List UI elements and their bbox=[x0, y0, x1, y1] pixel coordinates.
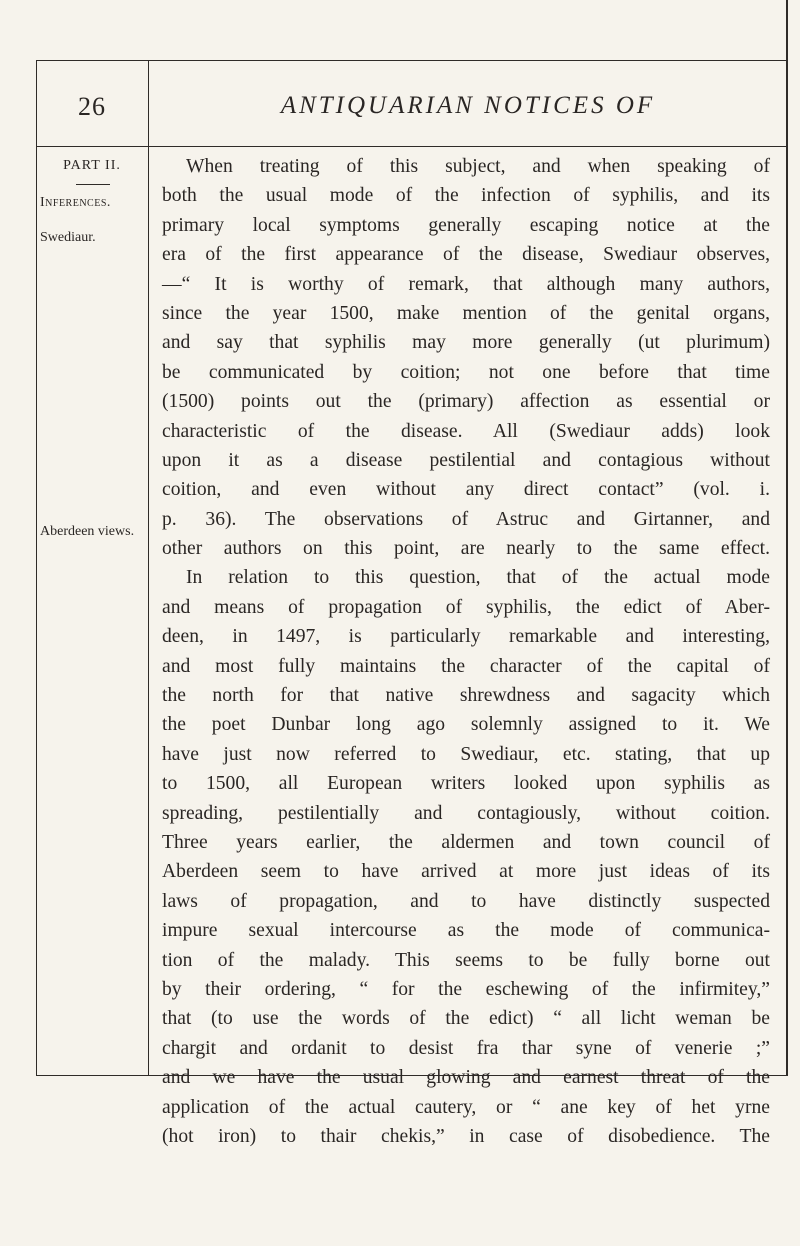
margin-column-rule bbox=[148, 60, 149, 1076]
text-line: to 1500, all European writers looked upon syphilis as bbox=[162, 773, 770, 795]
text-line: primary local symptoms generally escaping notice at the bbox=[162, 214, 770, 236]
margin-note-aberdeen: Aberdeen views. bbox=[40, 524, 135, 539]
text-line: tion of the malady. This seems to be fully borne out bbox=[162, 949, 770, 971]
text-line: (1500) points out the (primary) affection as essential or bbox=[162, 391, 770, 413]
text-line: application of the actual cautery, or “ ane key of het yrne bbox=[162, 1096, 770, 1118]
text-line: In relation to this question, that of the actual mode bbox=[186, 567, 770, 589]
text-line: be communicated by coition; not one before that time bbox=[162, 361, 770, 383]
text-line: upon it as a disease pestilential and contagious without bbox=[162, 449, 770, 471]
text-line: p. 36). The observations of Astruc and Girtanner, and bbox=[162, 508, 770, 530]
text-line: spreading, pestilentially and contagiously, without coition. bbox=[162, 802, 770, 824]
text-line: the poet Dunbar long ago solemnly assigned to it. We bbox=[162, 714, 770, 736]
text-line: since the year 1500, make mention of the genital organs, bbox=[162, 302, 770, 324]
text-line: —“ It is worthy of remark, that although many authors, bbox=[162, 273, 770, 295]
text-line: and say that syphilis may more generally (ut plurimum) bbox=[162, 332, 770, 354]
text-line: have just now referred to Swediaur, etc. stating, that up bbox=[162, 743, 770, 765]
text-line: and means of propagation of syphilis, the edict of Aber- bbox=[162, 596, 770, 618]
text-line: era of the first appearance of the disease, Swediaur observes, bbox=[162, 244, 770, 266]
text-line: Aberdeen seem to have arrived at more just ideas of its bbox=[162, 861, 770, 883]
text-line: characteristic of the disease. All (Swediaur adds) look bbox=[162, 420, 770, 442]
text-line: (hot iron) to thair chekis,” in case of disobedience. The bbox=[162, 1125, 770, 1147]
text-line: and we have the usual glowing and earnest threat of the bbox=[162, 1067, 770, 1089]
body-text bbox=[162, 152, 770, 1151]
text-line: by their ordering, “ for the eschewing of the infirmitey,” bbox=[162, 978, 770, 1000]
text-line: laws of propagation, and to have distinctly suspected bbox=[162, 890, 770, 912]
right-rule bbox=[786, 0, 788, 1076]
text-line: other authors on this point, are nearly to the same effect. bbox=[162, 538, 770, 560]
margin-note-inferences: Inferences. bbox=[40, 195, 111, 210]
text-line: deen, in 1497, is particularly remarkable and interesting, bbox=[162, 626, 770, 648]
text-line: that (to use the words of the edict) “ all licht weman be bbox=[162, 1008, 770, 1030]
margin-note-swediaur: Swediaur. bbox=[40, 230, 96, 245]
text-line: When treating of this subject, and when speaking of bbox=[186, 156, 770, 177]
text-line: both the usual mode of the infection of syphilis, and its bbox=[162, 185, 770, 207]
running-head: ANTIQUARIAN NOTICES OF bbox=[280, 92, 656, 119]
left-rule bbox=[36, 60, 37, 1076]
text-line: and most fully maintains the character of the capital of bbox=[162, 655, 770, 677]
page-number: 26 bbox=[78, 92, 106, 121]
text-line: the north for that native shrewdness and sagacity which bbox=[162, 685, 770, 707]
part-label: PART II. bbox=[63, 158, 121, 173]
text-line: Three years earlier, the aldermen and town council of bbox=[162, 831, 770, 853]
part-label-underline bbox=[76, 184, 110, 185]
text-line: impure sexual intercourse as the mode of communica- bbox=[162, 920, 770, 942]
text-line: coition, and even without any direct contact” (vol. i. bbox=[162, 479, 770, 501]
text-line: chargit and ordanit to desist fra thar syne of venerie ;” bbox=[162, 1037, 770, 1059]
